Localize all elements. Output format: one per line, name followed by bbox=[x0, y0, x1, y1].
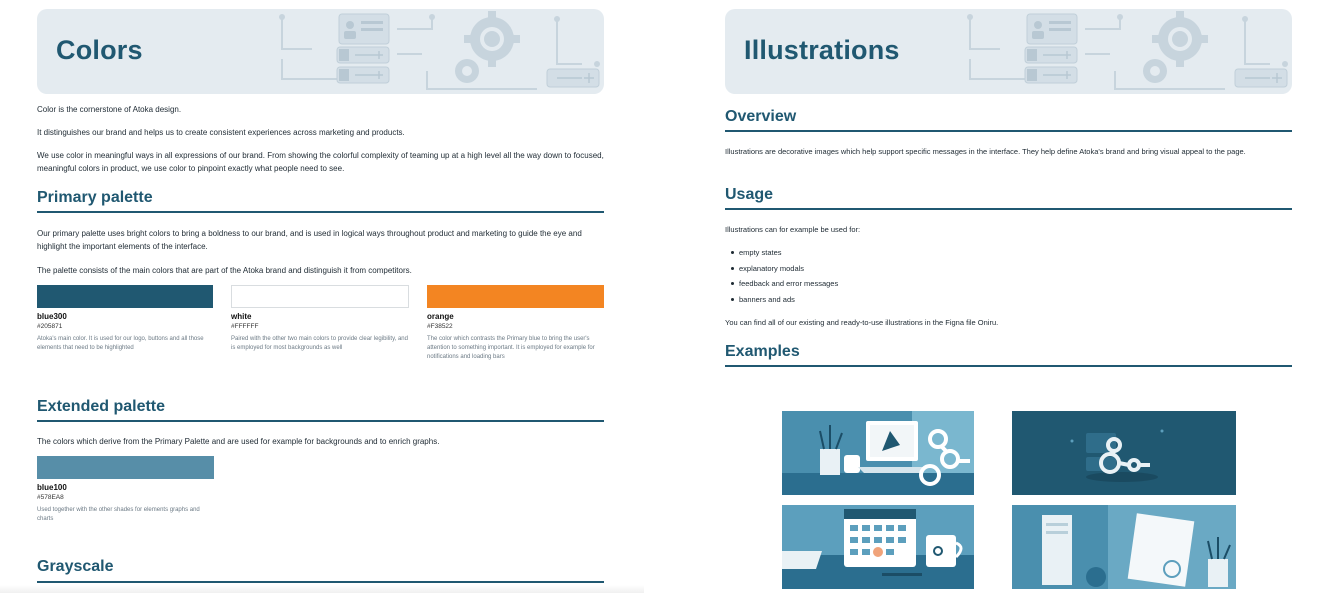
calendar-icon bbox=[844, 509, 916, 567]
list-item: feedback and error messages bbox=[729, 276, 838, 292]
server-plus-icon bbox=[337, 47, 389, 83]
example-illustration-documents bbox=[1012, 505, 1236, 589]
example-illustration-key bbox=[1012, 411, 1236, 495]
example-illustration-desk bbox=[782, 411, 974, 495]
swatch-description: The color which contrasts the Primary blue to bring the user's attention to something important. It is employed for example for notifications and loading bars bbox=[427, 336, 595, 360]
page-title: Colors bbox=[56, 35, 143, 65]
illustrations-page bbox=[694, 0, 1338, 593]
gear-icon bbox=[1143, 11, 1208, 83]
swatch-hex: #578EA8 bbox=[37, 494, 64, 501]
section-divider bbox=[725, 365, 1292, 367]
contact-card-icon bbox=[1027, 14, 1077, 44]
overview-text: Illustrations are decorative images which help support specific messages in the interface. They help define Atoka's brand and bring visual appeal to the page. bbox=[725, 147, 1246, 156]
example-illustration-calendar bbox=[782, 505, 974, 589]
coffee-mug-icon bbox=[926, 535, 961, 567]
swatch-name: white bbox=[231, 312, 252, 321]
color-swatch-blue300 bbox=[37, 285, 213, 308]
list-item: empty states bbox=[729, 245, 838, 261]
section-divider bbox=[37, 420, 604, 422]
intro-line-3: We use color in meaningful ways in all expressions of our brand. From showing the colorful complexity of teaming up at a high level all the way down to focused, meaningful colors in product, we use color to pinpoint exactly what people need to see. bbox=[37, 151, 604, 173]
color-swatch-blue100 bbox=[37, 456, 214, 479]
section-divider bbox=[37, 211, 604, 213]
server-plus-icon bbox=[1235, 69, 1287, 87]
usage-text: Illustrations can for example be used for: bbox=[725, 225, 861, 234]
examples-heading: Examples bbox=[725, 343, 800, 360]
usage-list bbox=[729, 245, 838, 307]
primary-palette-heading: Primary palette bbox=[37, 189, 153, 206]
intro-line-1: Color is the cornerstone of Atoka design. bbox=[37, 105, 182, 114]
swatch-name: orange bbox=[427, 312, 454, 321]
illustrations-hero-banner bbox=[725, 9, 1292, 94]
swatch-name: blue100 bbox=[37, 483, 67, 492]
document-icon bbox=[1042, 515, 1072, 585]
swatch-hex: #F38522 bbox=[427, 323, 453, 330]
section-divider bbox=[37, 581, 604, 583]
color-swatch-white bbox=[231, 285, 409, 308]
list-item: explanatory modals bbox=[729, 261, 838, 277]
intro-line-2: It distinguishes our brand and helps us to create consistent experiences across marketing and products. bbox=[37, 128, 405, 137]
extended-palette-text: The colors which derive from the Primary Palette and are used for example for backgrounds and to enrich graphs. bbox=[37, 437, 440, 446]
grayscale-heading: Grayscale bbox=[37, 558, 114, 575]
color-swatch-orange bbox=[427, 285, 604, 308]
contact-card-icon bbox=[339, 14, 389, 44]
primary-palette-text: Our primary palette uses bright colors to bring a boldness to our brand, and is used in logical ways throughout product and marketing to guide the eye and highlight the important elements of the interface. bbox=[37, 229, 582, 251]
swatch-hex: #205871 bbox=[37, 323, 63, 330]
extended-palette-heading: Extended palette bbox=[37, 398, 166, 415]
gear-icon bbox=[455, 11, 520, 83]
server-plus-icon bbox=[1025, 47, 1077, 83]
colors-page bbox=[0, 0, 644, 593]
swatch-hex: #FFFFFF bbox=[231, 323, 259, 330]
swatch-description: Paired with the other two main colors to provide clear legibility, and is employed for most backgrounds as well bbox=[231, 336, 408, 351]
server-plus-icon bbox=[547, 69, 599, 87]
swatch-description: Used together with the other shades for elements graphs and charts bbox=[37, 507, 200, 522]
usage-footer-text: You can find all of our existing and ready-to-use illustrations in the Figna file Oniru. bbox=[725, 318, 999, 327]
swatch-description: Atoka's main color. It is used for our logo, buttons and all those elements that need to be highlighted bbox=[37, 336, 204, 351]
primary-palette-text-2: The palette consists of the main colors that are part of the Atoka brand and distinguish it from competitors. bbox=[37, 266, 412, 275]
swatch-name: blue300 bbox=[37, 312, 67, 321]
list-item: banners and ads bbox=[729, 292, 838, 308]
page-title: Illustrations bbox=[744, 35, 900, 65]
section-divider bbox=[725, 208, 1292, 210]
overview-heading: Overview bbox=[725, 108, 797, 125]
section-divider bbox=[725, 130, 1292, 132]
document-icon bbox=[1128, 513, 1195, 586]
usage-heading: Usage bbox=[725, 186, 774, 203]
colors-hero-banner bbox=[37, 9, 604, 94]
